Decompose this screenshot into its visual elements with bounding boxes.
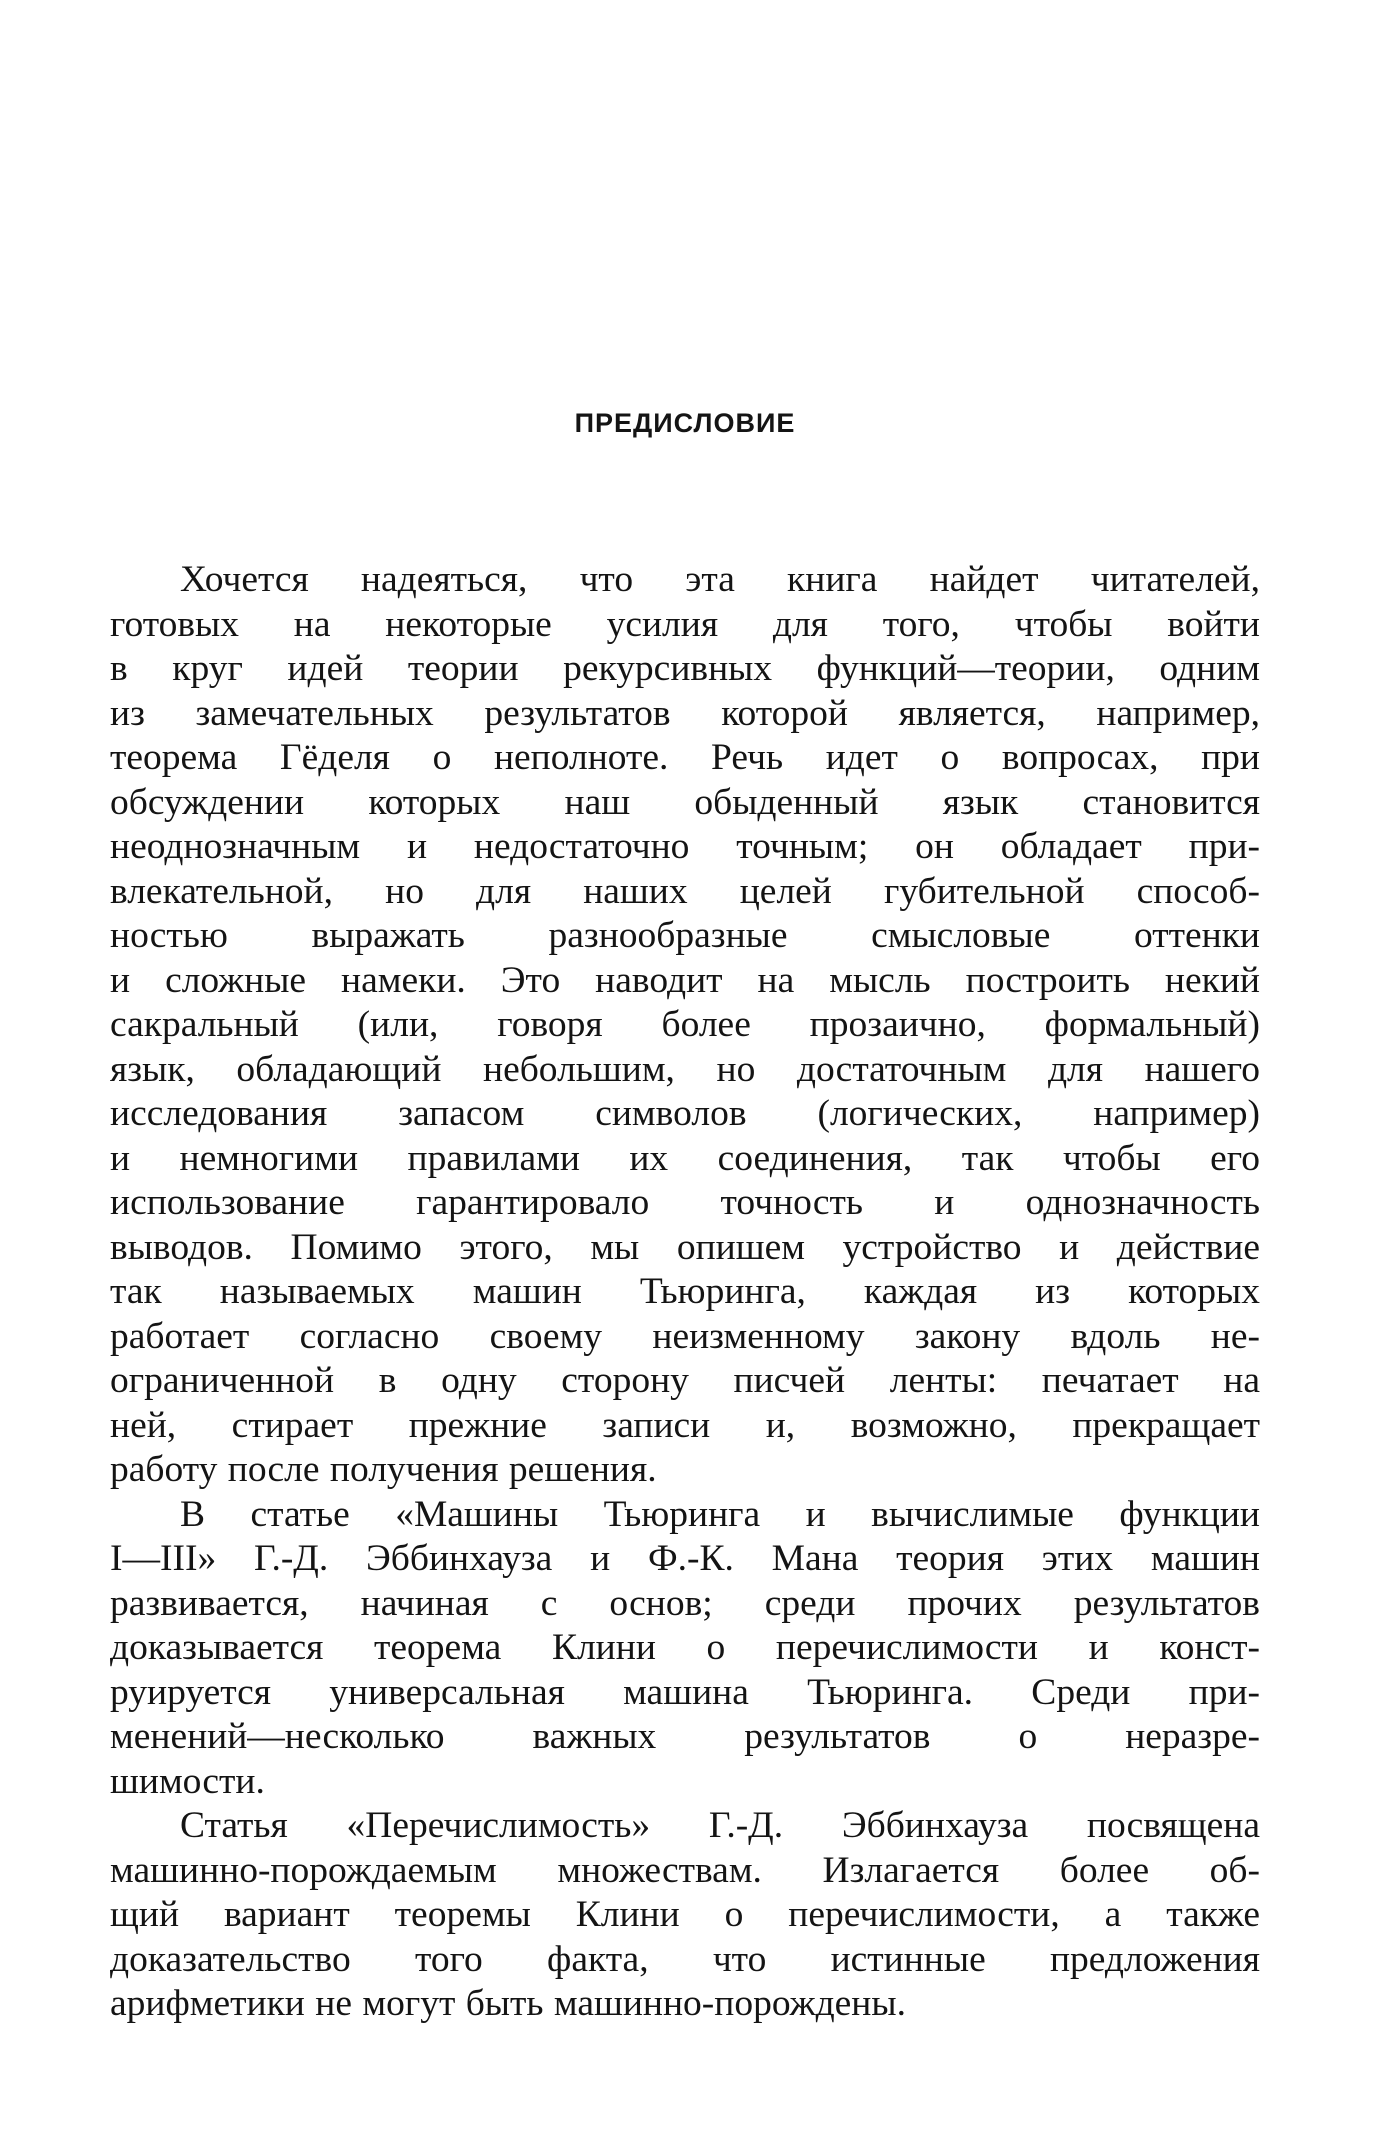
- text-line: ограниченной в одну сторону писчей ленты: печатает на: [110, 1360, 1260, 1401]
- text-line: руируется универсальная машина Тьюринга. Среди при-: [110, 1671, 1260, 1713]
- text-line: Хочется надеяться, что эта книга найдет читателей,: [180, 559, 1260, 600]
- text-line: ней, стирает прежние записи и, возможно, прекращает: [110, 1404, 1260, 1446]
- text-line: доказывается теорема Клини о перечислимости и конст-: [110, 1627, 1260, 1668]
- text-line: и сложные намеки. Это наводит на мысль построить некий: [110, 959, 1260, 1001]
- text-line: работает согласно своему неизменному закону вдоль не-: [110, 1315, 1260, 1357]
- text-line: в круг идей теории рекурсивных функций—теории, одним: [110, 648, 1260, 689]
- text-line: неоднозначным и недостаточно точным; он обладает при-: [110, 826, 1260, 867]
- text-line: Статья «Перечислимость» Г.-Д. Эббинхауза посвящена: [180, 1805, 1260, 1846]
- text-line: из замечательных результатов которой является, например,: [110, 692, 1260, 734]
- preface-body: [110, 558, 1260, 2027]
- text-line: влекательной, но для наших целей губительной способ-: [110, 870, 1260, 912]
- text-line: арифметики не могут быть машинно-порождены.: [110, 1983, 906, 2024]
- paragraph-3: [110, 1804, 1260, 2027]
- text-line: сакральный (или, говоря более прозаично, формальный): [110, 1004, 1260, 1045]
- text-line: использование гарантировало точность и однозначность: [110, 1182, 1260, 1223]
- book-page: [110, 0, 1260, 2139]
- text-line: машинно-порождаемым множествам. Излагается более об-: [110, 1849, 1260, 1891]
- text-line: выводов. Помимо этого, мы опишем устройство и действие: [110, 1226, 1260, 1268]
- text-line: щий вариант теоремы Клини о перечислимости, а также: [110, 1894, 1260, 1935]
- page-title: ПРЕДИСЛОВИЕ: [574, 408, 796, 438]
- text-line: доказательство того факта, что истинные предложения: [110, 1938, 1260, 1980]
- text-line: шимости.: [110, 1760, 265, 1802]
- paragraph-1: [110, 558, 1260, 1493]
- text-line: менений—несколько важных результатов о неразре-: [110, 1716, 1260, 1757]
- text-line: так называемых машин Тьюринга, каждая из которых: [110, 1271, 1260, 1312]
- text-line: и немногими правилами их соединения, так чтобы его: [110, 1137, 1260, 1179]
- text-line: I—III» Г.-Д. Эббинхауза и Ф.-К. Мана теория этих машин: [110, 1538, 1260, 1579]
- text-line: язык, обладающий небольшим, но достаточным для нашего: [110, 1048, 1260, 1090]
- text-line: В статье «Машины Тьюринга и вычислимые функции: [180, 1493, 1260, 1535]
- text-line: исследования запасом символов (логических, например): [110, 1093, 1260, 1134]
- paragraph-2: [110, 1493, 1260, 1805]
- text-line: ностью выражать разнообразные смысловые оттенки: [110, 915, 1260, 956]
- text-line: теорема Гёделя о неполноте. Речь идет о вопросах, при: [110, 737, 1260, 778]
- text-line: работу после получения решения.: [110, 1449, 657, 1490]
- text-line: готовых на некоторые усилия для того, чтобы войти: [110, 603, 1260, 645]
- text-line: развивается, начиная с основ; среди прочих результатов: [110, 1582, 1260, 1624]
- text-line: обсуждении которых наш обыденный язык становится: [110, 781, 1260, 823]
